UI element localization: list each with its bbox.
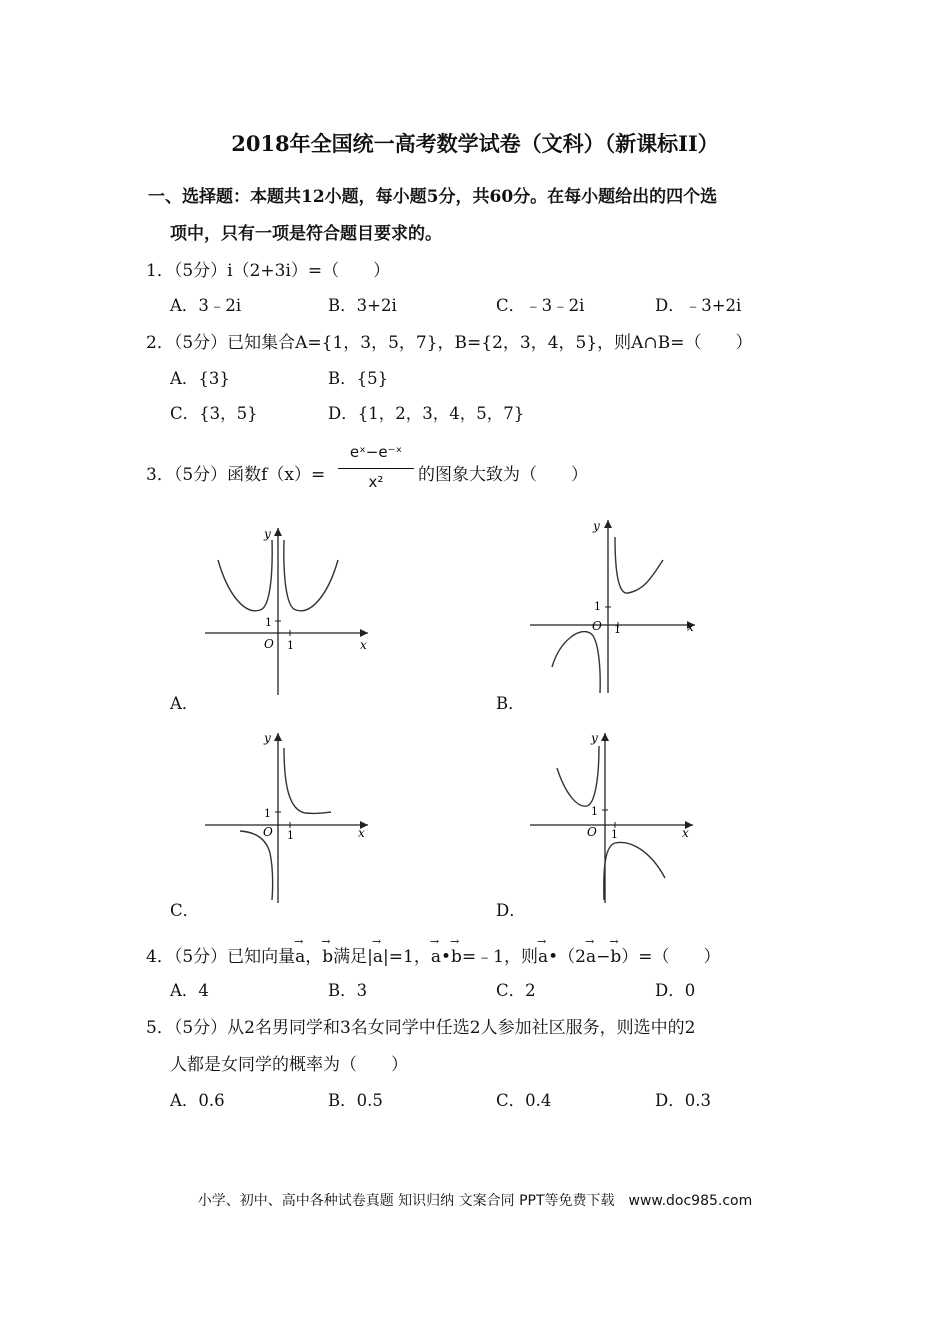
q2-option-c: C．{3，5} (170, 404, 258, 423)
q5-option-c: C．0.4 (496, 1091, 552, 1110)
graph-a-x-label: x (360, 638, 367, 652)
q4-expr-open: •（2 (548, 947, 586, 967)
question-3-prefix: 3．（5分）函数f（x）= (146, 465, 326, 485)
graph-a-origin-label: O (264, 637, 274, 651)
q4-norm: |=1， (383, 947, 431, 967)
q2-option-d: D．{1，2，3，4，5，7} (328, 404, 525, 423)
graph-c (200, 728, 380, 908)
graph-c-x-label: x (358, 826, 365, 840)
q3-option-d: D． (496, 901, 526, 920)
graph-d-origin-label: O (587, 825, 597, 839)
graph-d-tick-y: 1 (591, 805, 598, 818)
vector-a: → a (295, 947, 305, 967)
q4-dot-result: =﹣1，则 (461, 947, 538, 967)
graph-c-origin-label: O (263, 825, 273, 839)
question-5-line2: 人都是女同学的概率为（ ） (170, 1055, 408, 1075)
function-fraction (336, 443, 416, 495)
graph-d-tick-x: 1 (611, 828, 618, 841)
question-3-suffix: 的图象大致为（ ） (418, 465, 588, 485)
vector-b-expr: → b (610, 947, 621, 967)
question-5-line1: 5．（5分）从2名男同学和3名女同学中任选2人参加社区服务，则选中的2 (146, 1018, 696, 1038)
graph-d (525, 728, 705, 908)
q4-option-c: C．2 (496, 981, 536, 1000)
q3-option-b: B． (496, 694, 525, 713)
graph-b-tick-y: 1 (594, 600, 601, 613)
q2-option-a: A．{3} (170, 369, 230, 388)
graph-c-y-label: y (264, 731, 271, 745)
q3-option-a: A． (170, 694, 199, 713)
graph-d-x-label: x (682, 826, 689, 840)
q5-option-d: D．0.3 (655, 1091, 711, 1110)
q4-comma: ， (305, 947, 323, 967)
dot-operator: • (440, 947, 452, 967)
graph-b-origin-label: O (592, 619, 602, 633)
section-heading-line1: 一、选择题：本题共12小题，每小题5分，共60分。在每小题给出的四个选 (148, 187, 718, 207)
vector-b: → b (322, 947, 333, 967)
vector-a-abs: → a (373, 947, 383, 967)
q4-option-d: D．0 (655, 981, 696, 1000)
graph-d-y-label: y (591, 731, 598, 745)
q4-condition: 满足| (333, 947, 373, 967)
fraction-numerator: eˣ−e⁻ˣ (349, 443, 403, 461)
graph-b-x-label: x (687, 620, 694, 634)
q4-prefix: 4．（5分）已知向量 (146, 947, 296, 967)
graph-b-y-label: y (593, 519, 600, 533)
vector-a-expr: → a (538, 947, 548, 967)
q1-option-b: B．3+2i (328, 296, 397, 315)
page-title: 2018年全国统一高考数学试卷（文科）（新课标II） (231, 131, 719, 156)
question-2-stem: 2．（5分）已知集合A={1，3，5，7}，B={2，3，4，5}，则A∩B=（ ） (146, 333, 753, 353)
q4-option-b: B．3 (328, 981, 368, 1000)
q3-option-c: C． (170, 901, 200, 920)
fraction-denominator: x² (368, 473, 384, 491)
vector-a-2a: → a (586, 947, 596, 967)
q1-option-a: A．3﹣2i (170, 296, 242, 315)
q1-option-c: C．﹣3﹣2i (496, 296, 585, 315)
q2-option-b: B．{5} (328, 369, 389, 388)
graph-c-tick-y: 1 (264, 807, 271, 820)
graph-b-tick-x: 1 (614, 623, 621, 636)
question-1-stem: 1．（5分）i（2+3i）=（ ） (146, 261, 391, 281)
graph-a-tick-x: 1 (287, 639, 294, 652)
q5-option-a: A．0.6 (170, 1091, 225, 1110)
footer-download-link[interactable]: 小学、初中、高中各种试卷真题 知识归纳 文案合同 PPT等免费下载 www.doc985.com (197, 1193, 753, 1209)
fraction-bar (338, 468, 414, 469)
q5-option-b: B．0.5 (328, 1091, 383, 1110)
q1-option-d: D．﹣3+2i (655, 296, 742, 315)
q4-option-a: A．4 (170, 981, 209, 1000)
vector-b-dot: → b (451, 947, 462, 967)
graph-a (200, 520, 380, 700)
minus-operator: − (596, 947, 611, 967)
graph-c-tick-x: 1 (287, 829, 294, 842)
q4-suffix: ）=（ ） (621, 947, 721, 967)
section-heading-line2: 项中，只有一项是符合题目要求的。 (170, 224, 442, 244)
graph-a-y-label: y (264, 527, 271, 541)
graph-a-tick-y: 1 (265, 616, 272, 629)
graph-b (525, 515, 705, 695)
vector-a-dot: → a (431, 947, 441, 967)
question-4-stem (146, 942, 720, 967)
